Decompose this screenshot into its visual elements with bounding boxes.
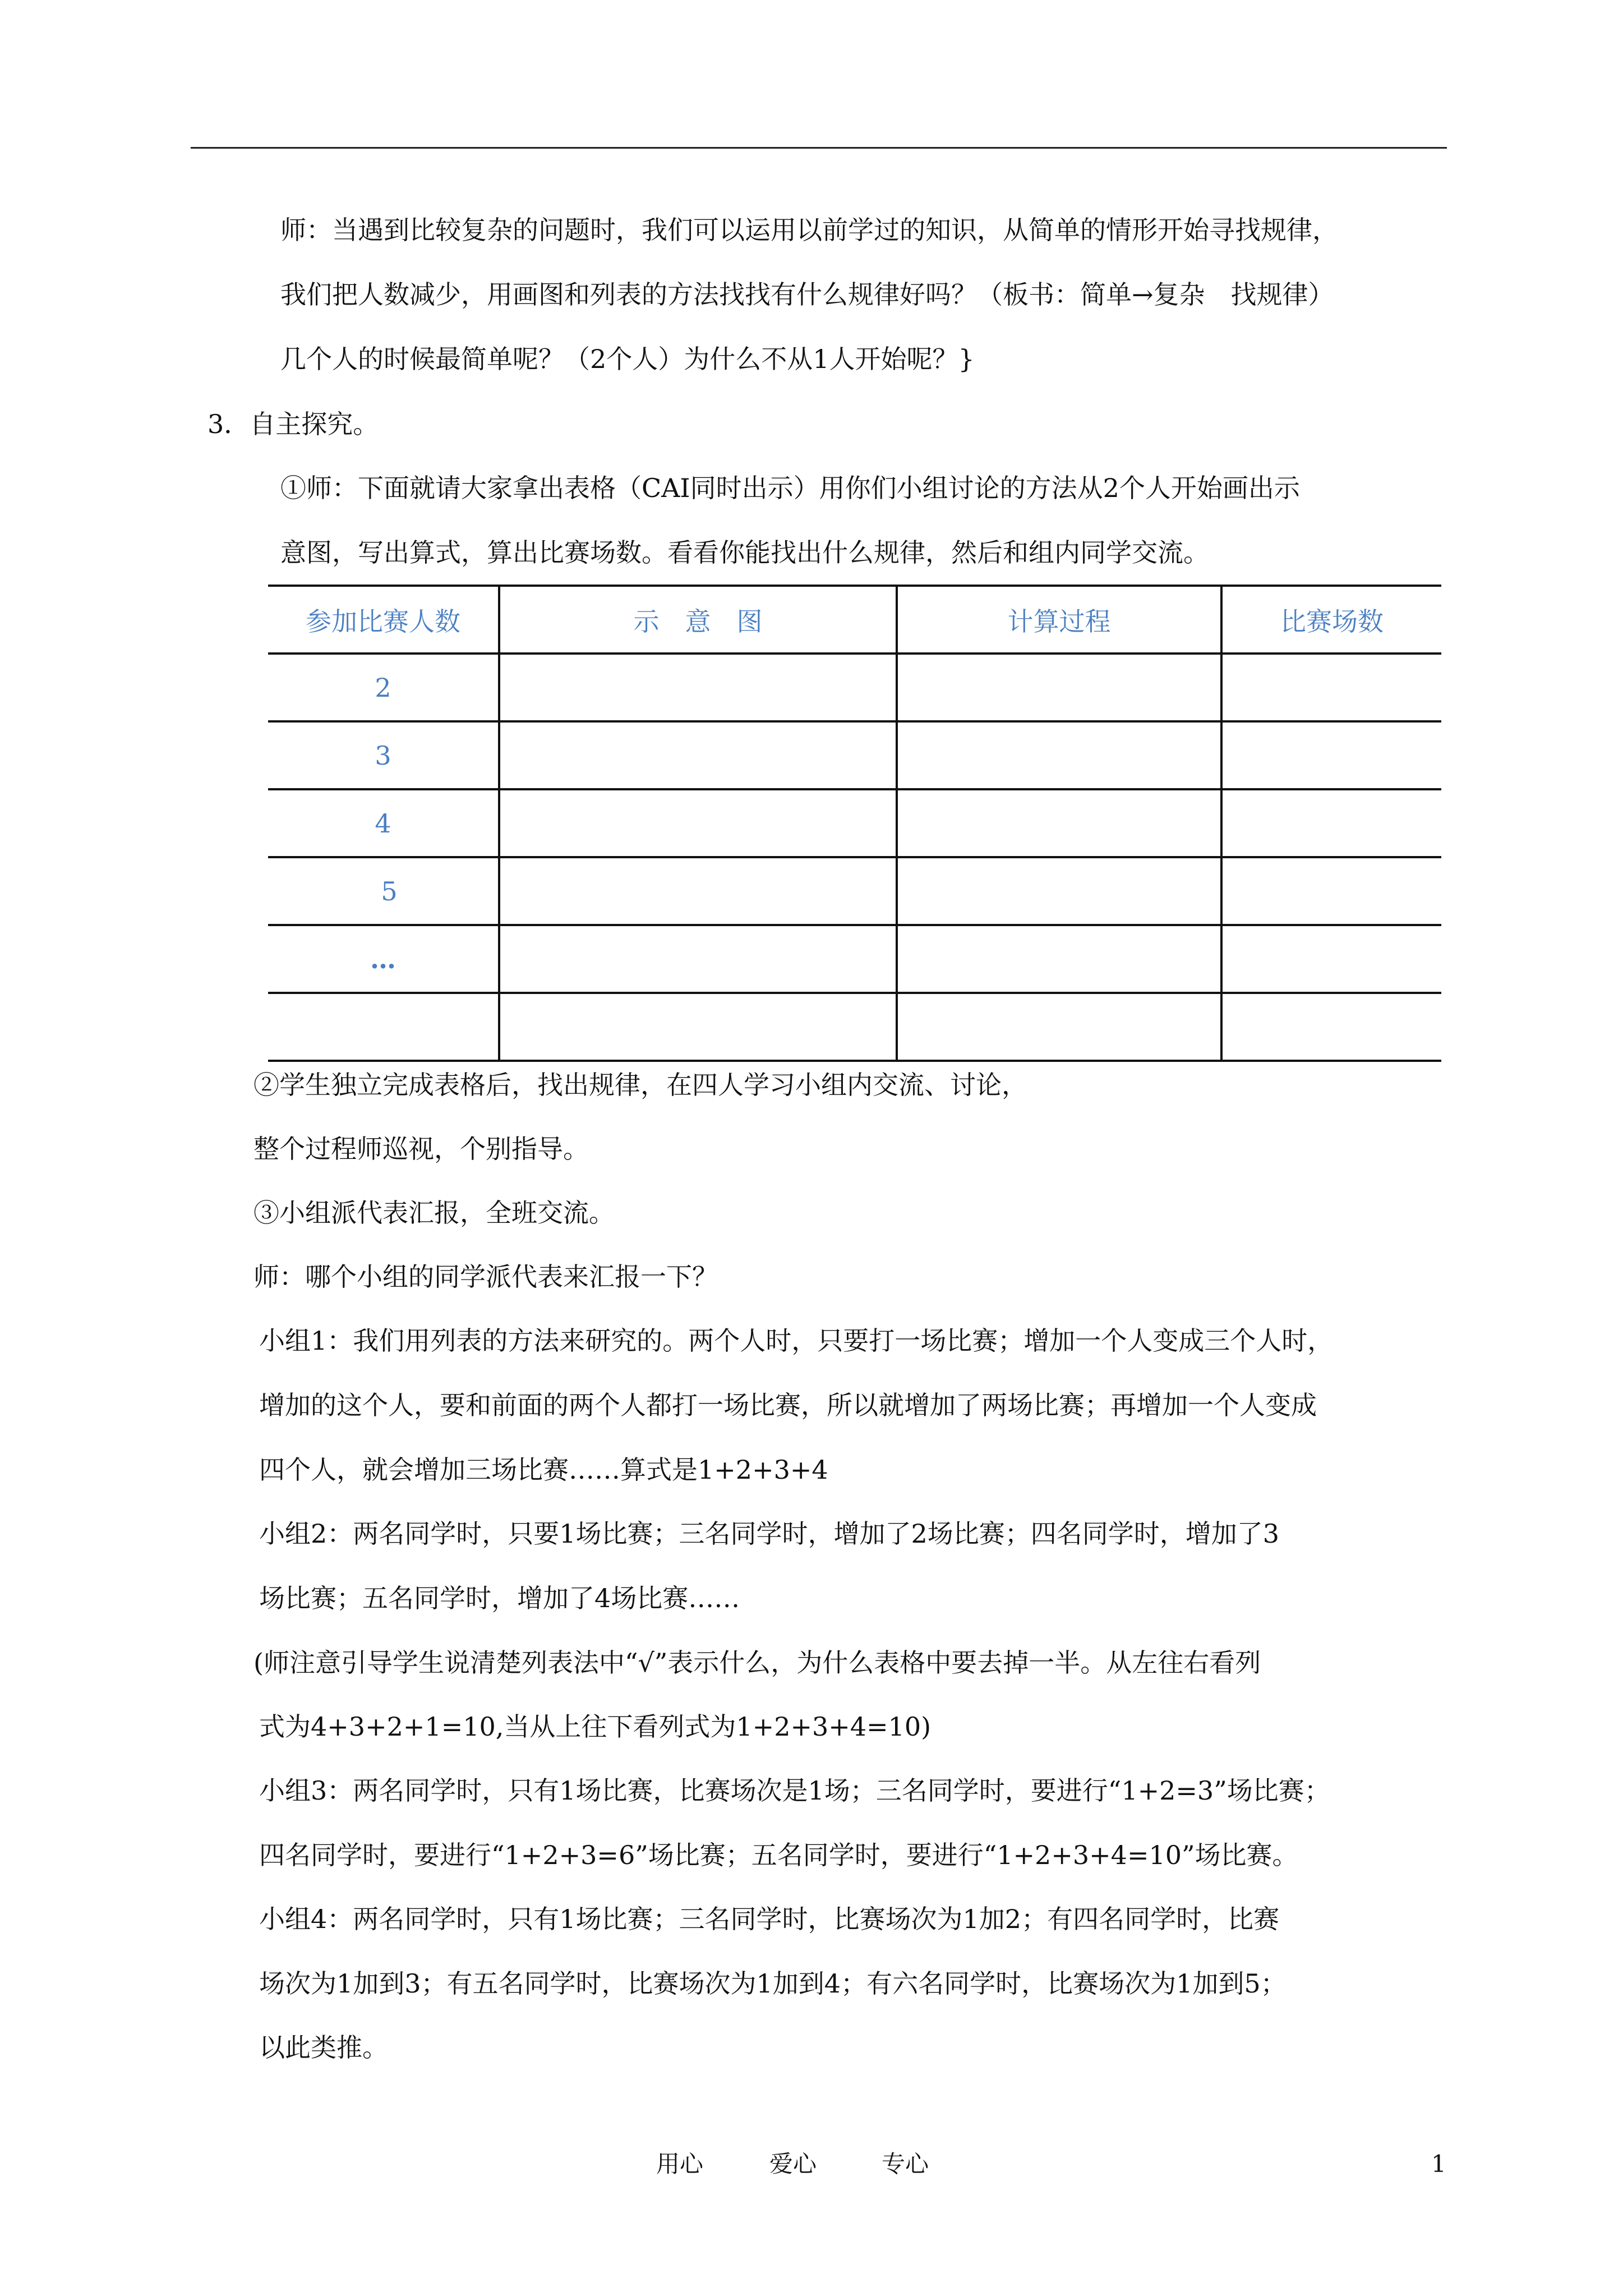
match-count-cell <box>1221 789 1441 857</box>
body-line: ①师：下面就请大家拿出表格（CAI同时出示）用你们小组讨论的方法从2个人开始画出示 <box>280 473 1300 503</box>
participant-count-cell: 3 <box>268 721 499 789</box>
body-line: 小组3：两名同学时，只有1场比赛，比赛场次是1场；三名同学时，要进行“1+2=3”场比赛； <box>259 1775 1330 1806</box>
participant-count-cell: 2 <box>268 654 499 721</box>
header-diagram: 示 意 图 <box>499 586 897 654</box>
header-participant-count: 参加比赛人数 <box>268 586 499 654</box>
header-calculation: 计算过程 <box>897 586 1221 654</box>
calculation-cell <box>897 654 1221 721</box>
body-line: 小组4：两名同学时，只有1场比赛；三名同学时，比赛场次为1加2；有四名同学时，比赛 <box>259 1904 1280 1934</box>
match-count-cell <box>1221 721 1441 789</box>
match-count-cell <box>1221 993 1441 1061</box>
table-row <box>268 925 1441 993</box>
participant-count-cell: 5 <box>268 857 499 925</box>
exploration-table <box>268 585 1441 1062</box>
match-count-cell <box>1221 925 1441 993</box>
table-header-row <box>268 586 1441 654</box>
footer-motto-1: 用心 <box>656 2150 704 2178</box>
table-row <box>268 789 1441 857</box>
diagram-cell <box>499 925 897 993</box>
body-line: 我们把人数减少，用画图和列表的方法找找有什么规律好吗？（板书：简单→复杂 找规律） <box>280 279 1334 310</box>
body-line: 师：当遇到比较复杂的问题时，我们可以运用以前学过的知识，从简单的情形开始寻找规律， <box>280 215 1338 245</box>
header-rule <box>191 147 1447 149</box>
section-heading: 3．自主探究。 <box>208 409 379 439</box>
body-line: 小组1：我们用列表的方法来研究的。两个人时，只要打一场比赛；增加一个人变成三个人时， <box>259 1326 1334 1356</box>
body-line: ②学生独立完成表格后，找出规律，在四人学习小组内交流、讨论， <box>253 1070 1027 1100</box>
page-number: 1 <box>1431 2150 1446 2178</box>
body-line: 几个人的时候最简单呢？（2个人）为什么不从1人开始呢？} <box>280 344 975 374</box>
body-line: (师注意引导学生说清楚列表法中“√”表示什么，为什么表格中要去掉一半。从左往右看列 <box>253 1648 1261 1678</box>
body-line: 四名同学时，要进行“1+2+3=6”场比赛；五名同学时，要进行“1+2+3+4=10”场比赛。 <box>259 1840 1298 1870</box>
table-row <box>268 721 1441 789</box>
body-line: 式为4+3+2+1=10,当从上往下看列式为1+2+3+4=10) <box>259 1711 932 1742</box>
calculation-cell <box>897 721 1221 789</box>
diagram-cell <box>499 654 897 721</box>
body-line: 师：哪个小组的同学派代表来汇报一下？ <box>253 1262 718 1292</box>
table-row <box>268 654 1441 721</box>
participant-count-cell: … <box>268 925 499 993</box>
body-line: 以此类推。 <box>259 2032 388 2063</box>
body-line: 整个过程师巡视，个别指导。 <box>253 1134 589 1164</box>
calculation-cell <box>897 857 1221 925</box>
body-line: ③小组派代表汇报，全班交流。 <box>253 1198 615 1228</box>
diagram-cell <box>499 993 897 1061</box>
calculation-cell <box>897 925 1221 993</box>
body-line: 小组2：两名同学时，只要1场比赛；三名同学时，增加了2场比赛；四名同学时，增加了3 <box>259 1519 1280 1549</box>
table-row <box>268 857 1441 925</box>
match-count-cell <box>1221 857 1441 925</box>
participant-count-cell: 4 <box>268 789 499 857</box>
calculation-cell <box>897 993 1221 1061</box>
table-row <box>268 993 1441 1061</box>
body-line: 意图，写出算式，算出比赛场数。看看你能找出什么规律，然后和组内同学交流。 <box>280 537 1209 568</box>
body-line: 场次为1加到3；有五名同学时，比赛场次为1加到4；有六名同学时，比赛场次为1加到5； <box>259 1968 1287 1999</box>
body-line: 增加的这个人，要和前面的两个人都打一场比赛，所以就增加了两场比赛；再增加一个人变成 <box>259 1390 1317 1420</box>
body-line: 四个人，就会增加三场比赛……算式是1+2+3+4 <box>259 1455 828 1485</box>
body-line: 场比赛；五名同学时，增加了4场比赛…… <box>259 1583 740 1613</box>
diagram-cell <box>499 789 897 857</box>
participant-count-cell <box>268 993 499 1061</box>
diagram-cell <box>499 857 897 925</box>
diagram-cell <box>499 721 897 789</box>
match-count-cell <box>1221 654 1441 721</box>
header-match-count: 比赛场数 <box>1221 586 1441 654</box>
footer-motto-2: 爱心 <box>769 2150 817 2178</box>
calculation-cell <box>897 789 1221 857</box>
footer-motto-3: 专心 <box>882 2150 929 2178</box>
